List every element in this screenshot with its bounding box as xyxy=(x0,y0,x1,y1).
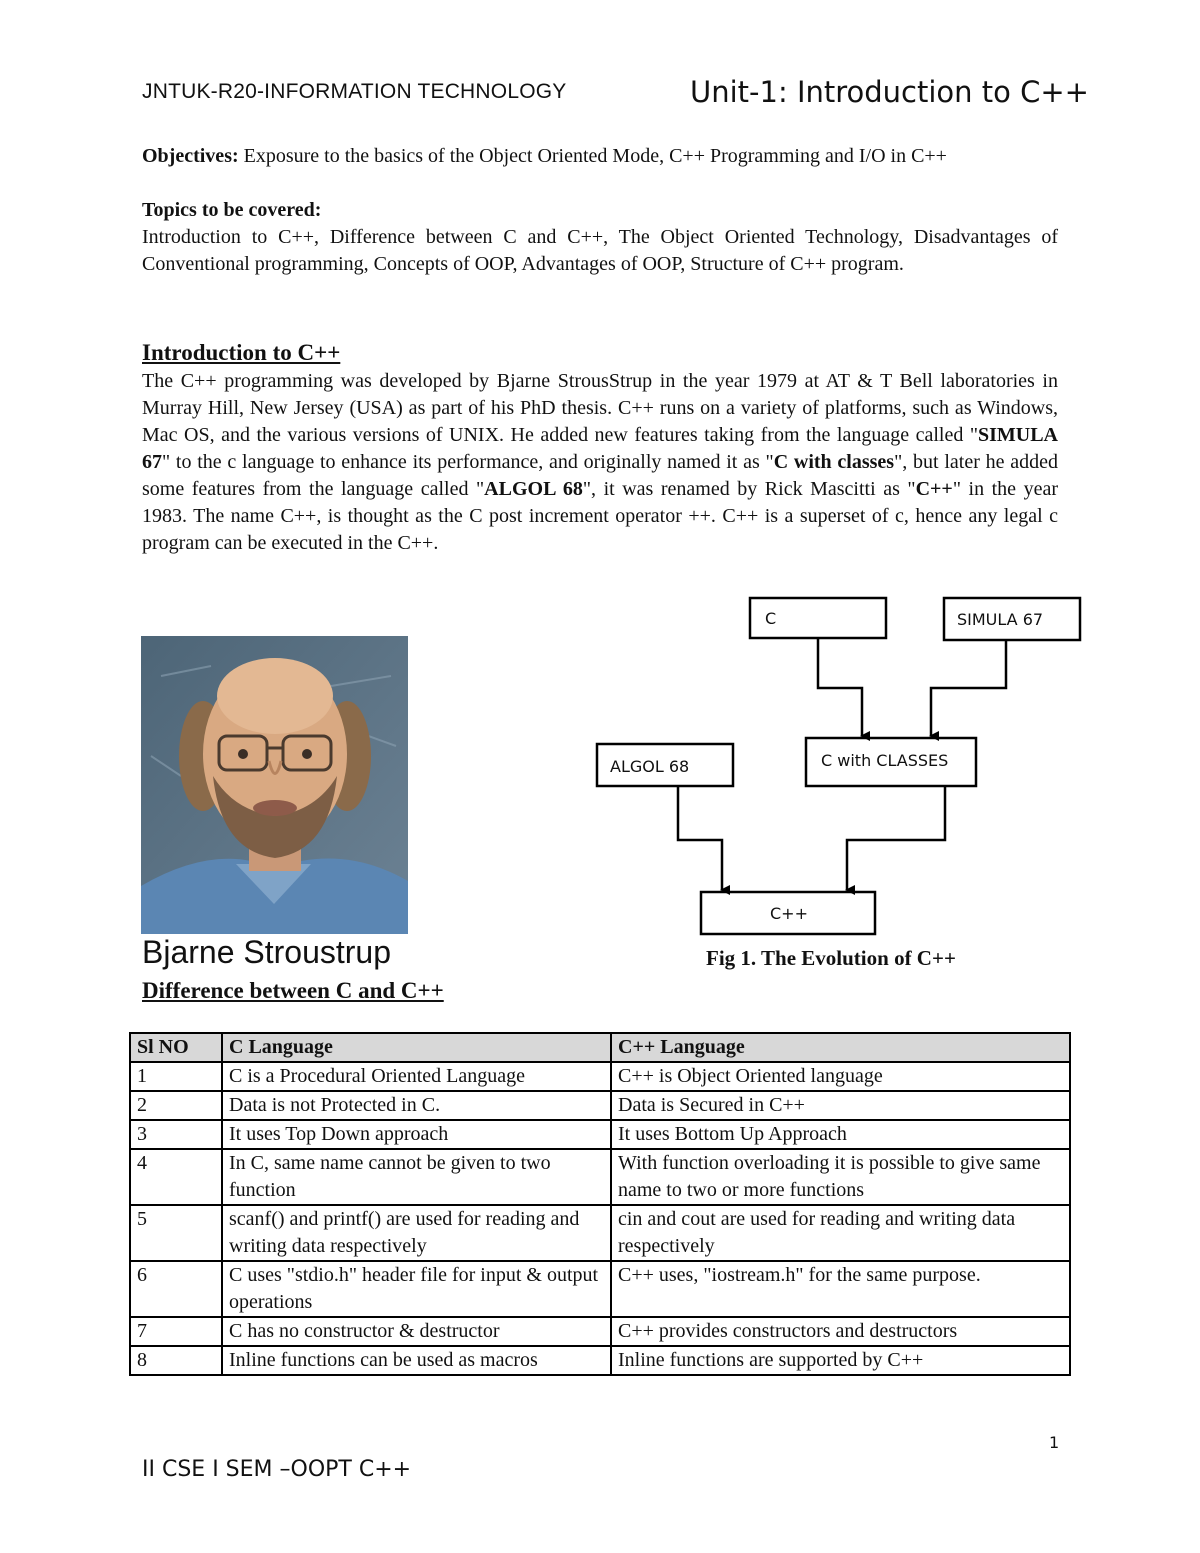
table-row xyxy=(130,1261,1070,1317)
intro-c-with-classes: C with classes xyxy=(773,451,895,473)
topics-label-text: Topics to be covered: xyxy=(142,199,322,221)
intro-algol: ALGOL 68 xyxy=(484,478,583,500)
cell-sl-no: 8 xyxy=(130,1346,222,1375)
box-c-label: C xyxy=(765,609,777,628)
portrait-illustration xyxy=(141,636,408,934)
intro-text-2: " to the c language to enhance its performance, and originally named it as " xyxy=(162,451,774,473)
cell-c: scanf() and printf() are used for reading and writing data respectively xyxy=(222,1205,611,1261)
difference-heading: Difference between C and C++ xyxy=(142,978,444,1003)
header-left-title: JNTUK-R20-INFORMATION TECHNOLOGY xyxy=(142,80,567,103)
cell-c: C is a Procedural Oriented Language xyxy=(222,1062,611,1091)
table-row xyxy=(130,1149,1070,1205)
intro-text-4: ", it was renamed by Rick Mascitti as " xyxy=(582,478,916,500)
table-row xyxy=(130,1062,1070,1091)
intro-paragraph xyxy=(142,368,1058,557)
cell-c: Inline functions can be used as macros xyxy=(222,1346,611,1375)
box-cpp xyxy=(701,892,875,934)
cell-cpp: C++ provides constructors and destructors xyxy=(611,1317,1070,1346)
evolution-diagram xyxy=(590,590,1090,940)
intro-heading: Introduction to C++ xyxy=(142,340,341,365)
intro-simula: SIMULA 67 xyxy=(142,424,1058,473)
header-unit-title: Unit-1: Introduction to C++ xyxy=(690,75,1089,109)
intro-text-1: The C++ programming was developed by Bjarne StrousStrup in the year 1979 at AT & T Bell laboratories in Murray Hill, New Jersey (USA) as part of his PhD thesis. C++ runs on a variety of platforms, such as Windows, Mac OS, and the various versions of UNIX. He added new features taking from the language called " xyxy=(142,370,1058,446)
header-sl-no: Sl NO xyxy=(130,1033,222,1062)
box-c-with-classes-label: C with CLASSES xyxy=(821,751,949,770)
cell-sl-no: 3 xyxy=(130,1120,222,1149)
cell-c: C has no constructor & destructor xyxy=(222,1317,611,1346)
page-footer: II CSE I SEM –OOPT C++ xyxy=(142,1457,412,1482)
objectives-text: Exposure to the basics of the Object Oriented Mode, C++ Programming and I/O in C++ xyxy=(238,145,947,167)
header-c-language: C Language xyxy=(222,1033,611,1062)
cell-cpp: C++ is Object Oriented language xyxy=(611,1062,1070,1091)
table-row xyxy=(130,1346,1070,1375)
cell-sl-no: 7 xyxy=(130,1317,222,1346)
topics-label xyxy=(142,197,1058,224)
portrait-caption: Bjarne Stroustrup xyxy=(142,934,392,970)
cell-cpp: It uses Bottom Up Approach xyxy=(611,1120,1070,1149)
intro-text-5: " in the year 1983. The name C++, is thought as the C post increment operator ++. C++ is a superset of c, hence any legal c program can be executed in the C++. xyxy=(142,478,1059,554)
cell-sl-no: 5 xyxy=(130,1205,222,1261)
objectives-label: Objectives: xyxy=(142,145,239,167)
table-row xyxy=(130,1120,1070,1149)
cell-cpp: cin and cout are used for reading and writing data respectively xyxy=(611,1205,1070,1261)
box-simula xyxy=(944,598,1080,640)
arrow-simula-to-cwc xyxy=(931,640,1006,736)
header-cpp-language: C++ Language xyxy=(611,1033,1070,1062)
cell-sl-no: 4 xyxy=(130,1149,222,1205)
cell-cpp: With function overloading it is possible to give same name to two or more functions xyxy=(611,1149,1070,1205)
intro-text-3: ", but later he added some features from the language called " xyxy=(142,451,1058,500)
arrow-c-to-cwc xyxy=(818,638,862,736)
table-row xyxy=(130,1317,1070,1346)
cell-c: In C, same name cannot be given to two function xyxy=(222,1149,611,1205)
page-number: 1 xyxy=(1049,1433,1060,1452)
box-algol-label: ALGOL 68 xyxy=(610,757,690,776)
cell-cpp: C++ uses, "iostream.h" for the same purpose. xyxy=(611,1261,1070,1317)
box-simula-label: SIMULA 67 xyxy=(957,610,1044,629)
table-header-row xyxy=(130,1033,1070,1062)
cell-sl-no: 2 xyxy=(130,1091,222,1120)
topics-text: Introduction to C++, Difference between C and C++, The Object Oriented Technology, Disadvantages of Conventional programming, Concepts of OOP, Advantages of OOP, Structure of C++ program. xyxy=(142,226,1058,275)
box-c-with-classes xyxy=(806,738,976,786)
cell-c: It uses Top Down approach xyxy=(222,1120,611,1149)
figure-caption: Fig 1. The Evolution of C++ xyxy=(706,946,956,970)
arrow-algol-to-cpp xyxy=(678,786,722,890)
cell-cpp: Inline functions are supported by C++ xyxy=(611,1346,1070,1375)
cell-c: Data is not Protected in C. xyxy=(222,1091,611,1120)
table-row xyxy=(130,1091,1070,1120)
cell-sl-no: 1 xyxy=(130,1062,222,1091)
difference-table xyxy=(129,1032,1071,1376)
cell-sl-no: 6 xyxy=(130,1261,222,1317)
objectives-paragraph xyxy=(142,143,1058,170)
box-c xyxy=(750,598,886,638)
cell-c: C uses "stdio.h" header file for input & output operations xyxy=(222,1261,611,1317)
cell-cpp: Data is Secured in C++ xyxy=(611,1091,1070,1120)
box-algol xyxy=(597,744,733,786)
box-cpp-label: C++ xyxy=(770,904,808,923)
table-row xyxy=(130,1205,1070,1261)
portrait-photo xyxy=(141,636,408,934)
arrow-cwc-to-cpp xyxy=(847,786,945,890)
intro-cpp: C++ xyxy=(915,478,953,500)
